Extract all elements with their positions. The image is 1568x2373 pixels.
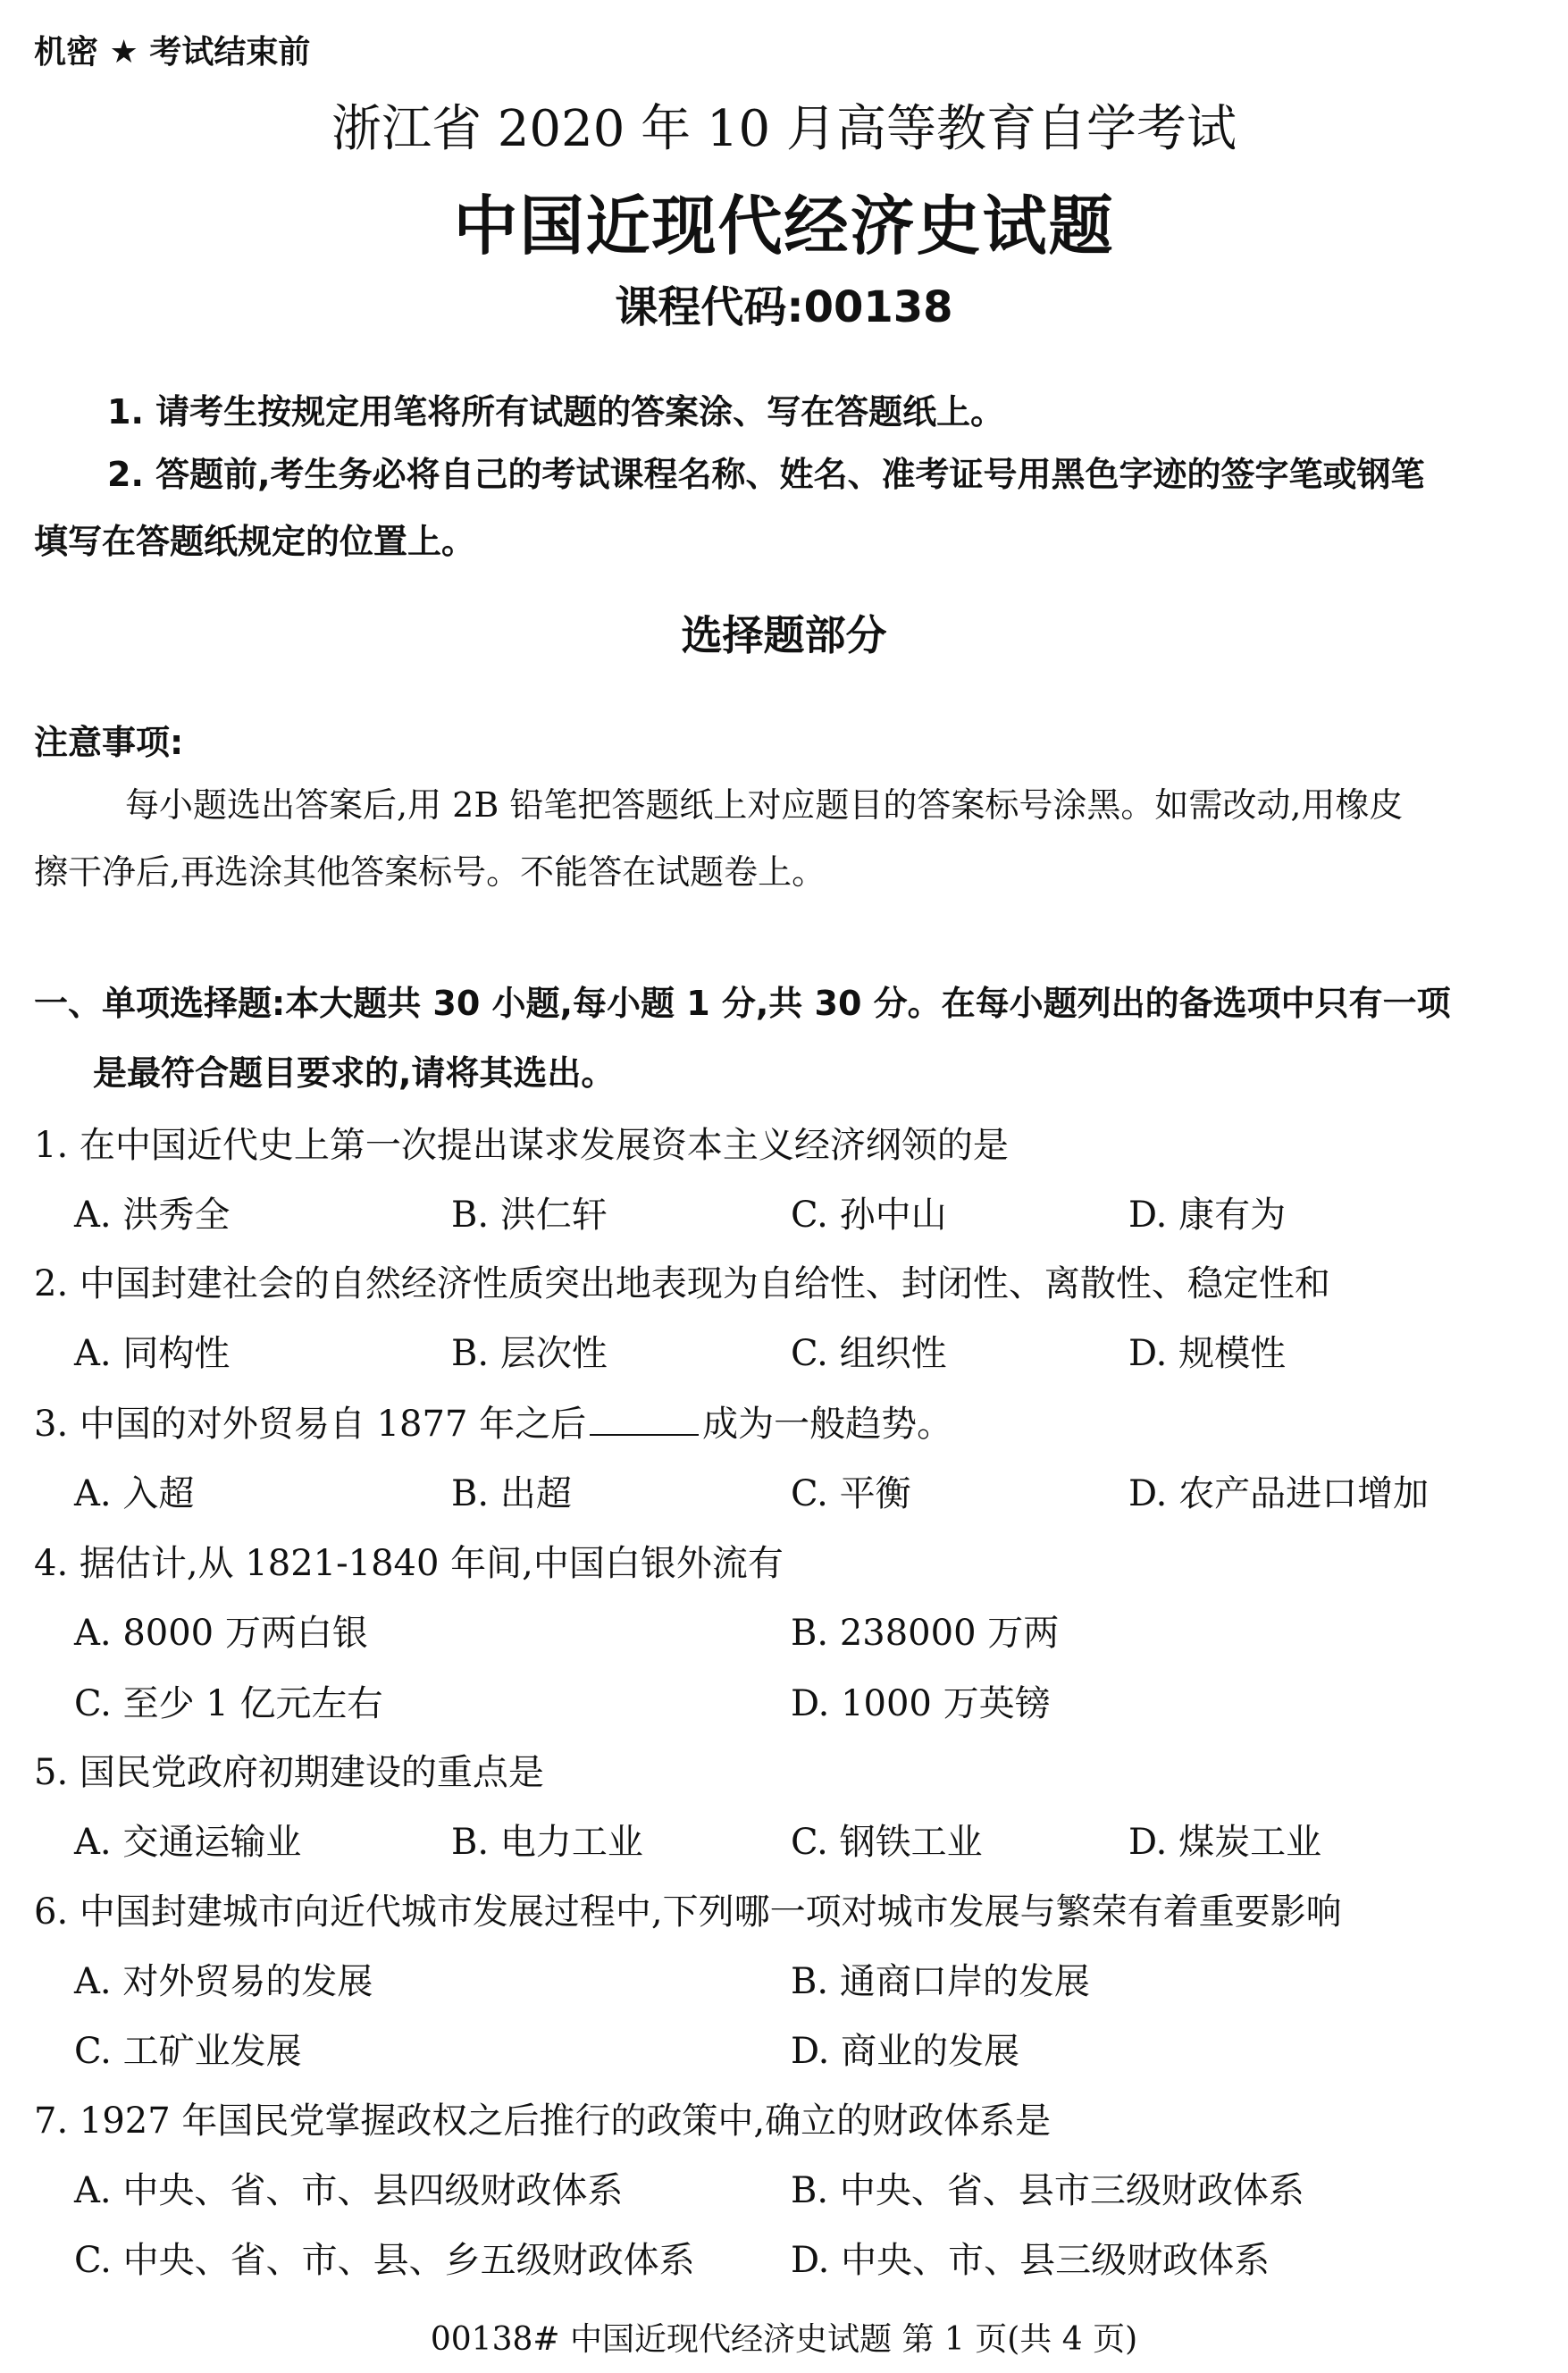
question-3-option-b: B. 出超 (451, 1473, 572, 1514)
question-3-option-c: C. 平衡 (791, 1473, 911, 1514)
question-5-option-c: C. 钢铁工业 (791, 1822, 983, 1863)
question-2-option-d: D. 规模性 (1128, 1333, 1287, 1374)
question-6-option-b: B. 通商口岸的发展 (791, 1961, 1090, 2002)
question-3-option-a: A. 入超 (74, 1473, 195, 1514)
question-6-option-c: C. 工矿业发展 (74, 2031, 302, 2072)
question-1-option-c: C. 孙中山 (791, 1195, 947, 1236)
question-4-option-a: A. 8000 万两白银 (74, 1613, 368, 1654)
section-title: 选择题部分 (681, 611, 887, 659)
question-4-option-b: B. 238000 万两 (791, 1613, 1060, 1654)
course-code: 课程代码:00138 (615, 282, 953, 332)
question-5-option-d: D. 煤炭工业 (1128, 1822, 1322, 1863)
question-7-option-c: C. 中央、省、市、县、乡五级财政体系 (74, 2240, 695, 2281)
instruction-1: 1. 请考生按规定用笔将所有试题的答案涂、写在答题纸上。 (107, 392, 1005, 432)
answer-blank (590, 1404, 699, 1436)
question-1-option-a: A. 洪秀全 (74, 1195, 231, 1236)
confidential-label: 机密 ★ 考试结束前 (34, 34, 311, 71)
page-footer: 00138# 中国近现代经济史试题 第 1 页(共 4 页) (430, 2321, 1138, 2358)
question-1-stem: 1. 在中国近代史上第一次提出谋求发展资本主义经济纲领的是 (34, 1125, 1009, 1166)
question-5-option-b: B. 电力工业 (451, 1822, 643, 1863)
question-7-option-a: A. 中央、省、市、县四级财政体系 (74, 2170, 624, 2211)
question-1-option-b: B. 洪仁轩 (451, 1195, 608, 1236)
instruction-2-continued: 填写在答题纸规定的位置上。 (34, 522, 476, 561)
question-7-option-d: D. 中央、市、县三级财政体系 (791, 2240, 1270, 2281)
question-5-stem: 5. 国民党政府初期建设的重点是 (34, 1752, 544, 1793)
instruction-2: 2. 答题前,考生务必将自己的考试课程名称、姓名、准考证号用黑色字迹的签字笔或钢笔 (107, 455, 1425, 494)
question-2-option-a: A. 同构性 (74, 1333, 231, 1374)
question-7-stem: 7. 1927 年国民党掌握政权之后推行的政策中,确立的财政体系是 (34, 2100, 1052, 2142)
notes-title: 注意事项: (34, 723, 184, 762)
question-3-stem-before: 3. 中国的对外贸易自 1877 年之后 (34, 1404, 587, 1445)
question-2-option-b: B. 层次性 (451, 1333, 608, 1374)
question-3-stem (34, 1396, 952, 1446)
question-3-option-d: D. 农产品进口增加 (1128, 1473, 1430, 1514)
question-4-option-d: D. 1000 万英镑 (791, 1683, 1051, 1724)
question-6-option-d: D. 商业的发展 (791, 2031, 1020, 2072)
part-heading: 一、单项选择题:本大题共 30 小题,每小题 1 分,共 30 分。在每小题列出的备选项中只有一项 (34, 984, 1451, 1023)
question-3-stem-after: 成为一般趋势。 (702, 1404, 953, 1445)
subject-title: 中国近现代经济史试题 (453, 189, 1115, 264)
question-4-stem: 4. 据估计,从 1821-1840 年间,中国白银外流有 (34, 1543, 784, 1584)
note-line: 每小题选出答案后,用 2B 铅笔把答题纸上对应题目的答案标号涂黑。如需改动,用橡皮 (125, 785, 1404, 825)
part-heading-continued: 是最符合题目要求的,请将其选出。 (93, 1053, 616, 1093)
question-5-option-a: A. 交通运输业 (74, 1822, 302, 1863)
question-1-option-d: D. 康有为 (1128, 1195, 1287, 1236)
question-2-option-c: C. 组织性 (791, 1333, 947, 1374)
note-line: 擦干净后,再选涂其他答案标号。不能答在试题卷上。 (34, 852, 826, 892)
exam-title: 浙江省 2020 年 10 月高等教育自学考试 (331, 100, 1237, 158)
question-4-option-c: C. 至少 1 亿元左右 (74, 1683, 383, 1724)
question-7-option-b: B. 中央、省、县市三级财政体系 (791, 2170, 1304, 2211)
question-6-option-a: A. 对外贸易的发展 (74, 1961, 373, 2002)
question-2-stem: 2. 中国封建社会的自然经济性质突出地表现为自给性、封闭性、离散性、稳定性和 (34, 1263, 1330, 1304)
question-6-stem: 6. 中国封建城市向近代城市发展过程中,下列哪一项对城市发展与繁荣有着重要影响 (34, 1891, 1342, 1933)
